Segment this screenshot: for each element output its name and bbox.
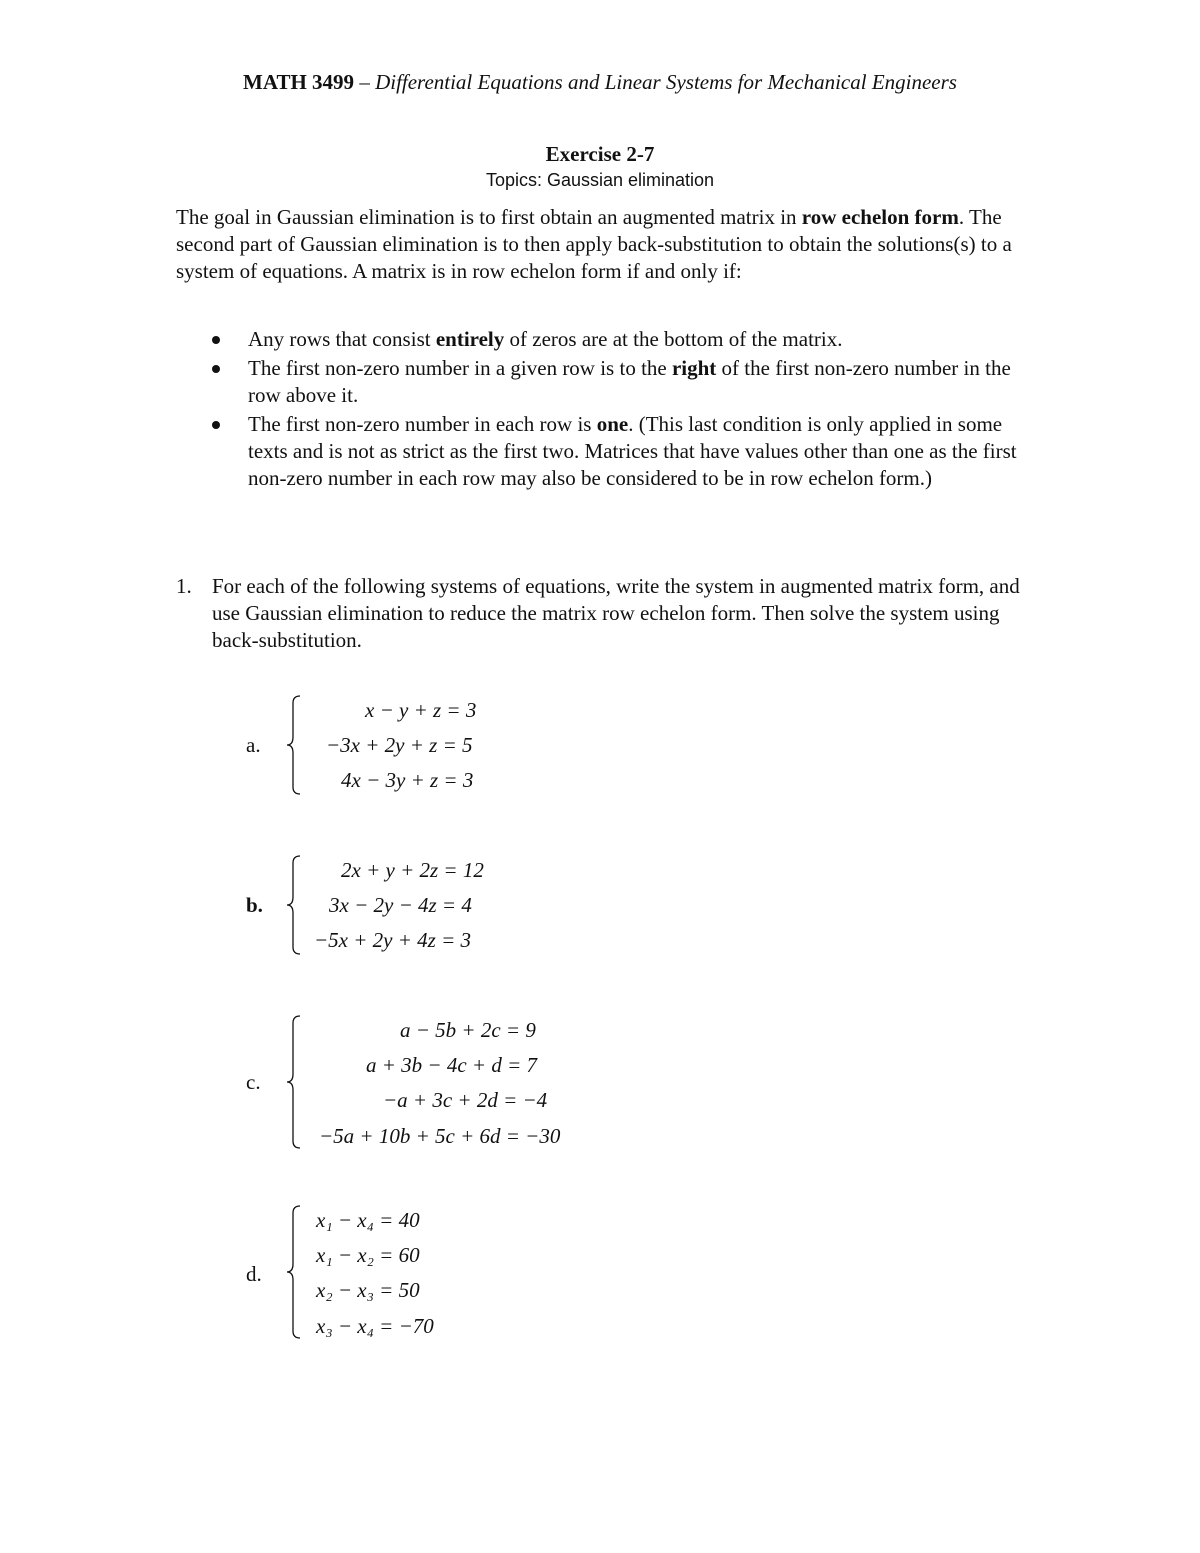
equation: 4x − 3y + z = 3 — [341, 768, 474, 792]
bullet-text: The first non-zero number in a given row is to the — [248, 356, 672, 380]
equation: a − 5b + 2c = 9 — [400, 1018, 536, 1042]
system-label: d. — [246, 1262, 262, 1286]
left-brace-icon — [284, 1204, 304, 1340]
question-number: 1. — [176, 574, 192, 598]
equation: −3x + 2y + z = 5 — [326, 733, 473, 757]
equation: x₃ − x₄ = −70 — [316, 1314, 434, 1338]
bullet-bold: one — [596, 412, 629, 436]
intro-paragraph — [176, 204, 1026, 285]
bullet-text: of zeros are at the bottom of the matrix. — [504, 327, 843, 351]
intro-text-2: . The second part of Gaussian elimination is to then apply back-substitution to obtain the solutions(s) to a system of equations. A matrix is in row echelon form if and only if: — [176, 205, 1012, 283]
system-label: c. — [246, 1070, 261, 1094]
bullet-icon — [212, 421, 220, 429]
equation: x − y + z = 3 — [365, 698, 477, 722]
course-title: Differential Equations and Linear Systems for Mechanical Engineers — [375, 70, 957, 94]
left-brace-icon — [284, 854, 304, 956]
list-item — [176, 326, 1026, 353]
course-header — [0, 70, 1200, 95]
bullet-text: of the first non-zero number in the row above it. — [248, 356, 1011, 407]
bullet-icon — [212, 365, 220, 373]
equation: −5a + 10b + 5c + 6d = −30 — [319, 1124, 561, 1148]
equation: x₁ − x₄ = 40 — [316, 1208, 420, 1232]
equation: 2x + y + 2z = 12 — [341, 858, 484, 882]
bullet-text: Any rows that consist — [248, 327, 436, 351]
bullet-icon — [212, 336, 220, 344]
intro-text-1: The goal in Gaussian elimination is to first obtain an augmented matrix in — [176, 205, 802, 229]
equation: −5x + 2y + 4z = 3 — [314, 928, 471, 952]
list-item — [176, 411, 1026, 492]
bullet-text: . (This last condition is only applied in some texts and is not as strict as the first two. Matrices that have values other than one as the first non-zero number in each row may also be considered to be in row echelon form.) — [248, 412, 1017, 490]
equation: −a + 3c + 2d = −4 — [383, 1088, 548, 1112]
exercise-title: Exercise 2-7 — [545, 142, 655, 166]
course-code: MATH 3499 — [243, 70, 355, 94]
bullet-bold: entirely — [435, 327, 505, 351]
equation: x₂ − x₃ = 50 — [316, 1278, 420, 1302]
equation: x₁ − x₂ = 60 — [316, 1243, 420, 1267]
equation: 3x − 2y − 4z = 4 — [329, 893, 472, 917]
left-brace-icon — [284, 1014, 304, 1150]
header-dash: – — [354, 70, 376, 94]
system-label: b. — [246, 893, 263, 917]
equation: a + 3b − 4c + d = 7 — [366, 1053, 538, 1077]
left-brace-icon — [284, 694, 304, 796]
bullet-text: The first non-zero number in each row is — [248, 412, 597, 436]
exercise-topics: Topics: Gaussian elimination — [485, 170, 715, 190]
question-1 — [176, 573, 1026, 654]
question-text: For each of the following systems of equations, write the system in augmented matrix form, and use Gaussian elimination to reduce the matrix row echelon form. Then solve the system using back-substitution. — [212, 574, 1020, 652]
system-label: a. — [246, 733, 261, 757]
bullet-bold: right — [671, 356, 717, 380]
intro-bold-term: row echelon form — [801, 205, 959, 229]
condition-list — [176, 326, 1026, 494]
list-item — [176, 355, 1026, 409]
